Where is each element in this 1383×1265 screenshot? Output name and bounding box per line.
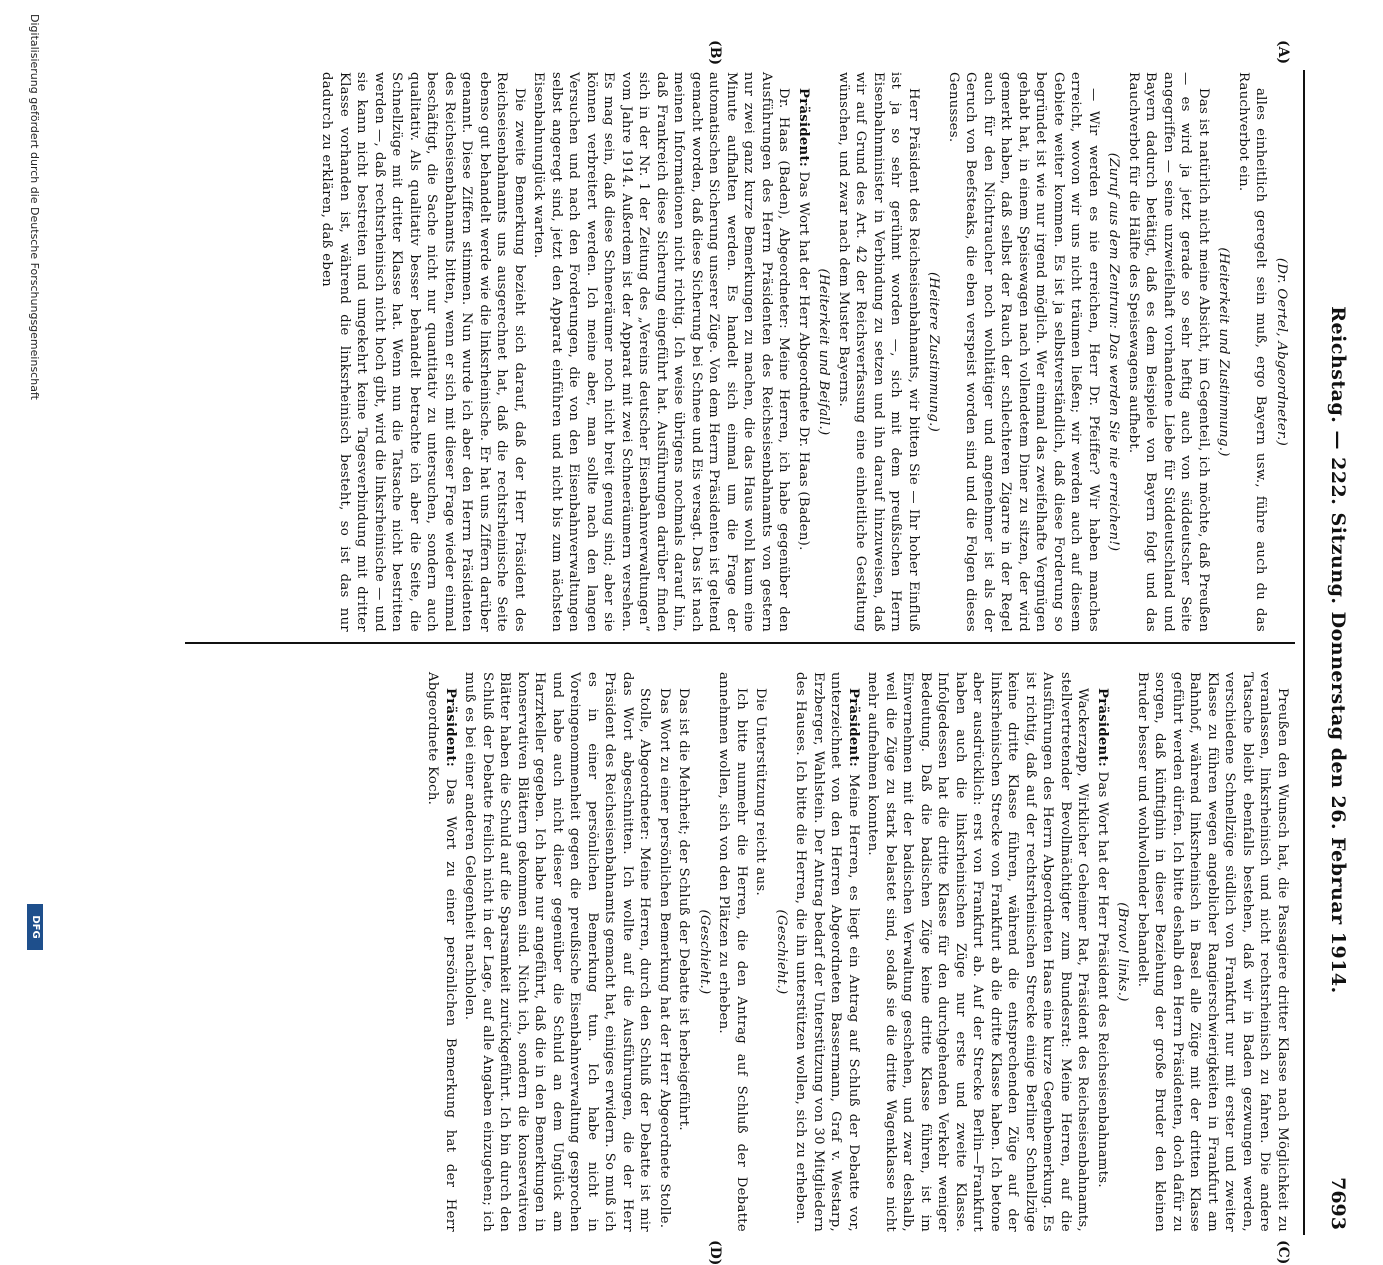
- speaker-paragraph: [424, 672, 459, 1232]
- speech-text: Meine Herren, es liegt ein Antrag auf Schluß der Debatte vor, unterzeichnet von den Herren Abgeordneten Bassermann, Graf v. Westarp, Erzberger, Wahlstein. Der Antrag bedarf der Unterstützung von 30 Mitgliedern des Hauses. Ich bitte die Herren, die ihn unterstützen wollen, sich zu erheben.: [793, 672, 861, 1232]
- funding-notice: Digitalisierung gefördert durch die Deutsche Forschungsgemeinschaft: [28, 14, 41, 400]
- text-paragraph: Die Unterstützung reicht aus.: [753, 688, 769, 896]
- running-head: [1313, 70, 1353, 1230]
- text-paragraph: Preußen den Wunsch hat, die Passagiere dritter Klasse nach Möglichkeit zu veranlassen, linksrheinisch und nicht rechtsrheinisch zu fahren. Die andere Tatsache bleibt ebenfalls bestehen, daß wir in Baden gezwungen werden, verschiedene Schnellzüge südlich von Frankfurt nur mit erster und zweiter Klasse zu führen wegen angeblicher Rangierschwierigkeiten in Frankfurt am Bahnhof, während linksrheinisch in Basel alle Züge mit der dritten Klasse geführt werden dürfen. Ich bitte deshalb den Herrn Präsidenten, doch dafür zu sorgen, daß künftighin in dieser Beziehung der große Bruder den kleinen Bruder besser und wohlwollender behandelt.: [1135, 672, 1290, 1232]
- stage-direction: (Geschieht.): [697, 909, 712, 995]
- text-paragraph: Das ist die Mehrheit; der Schluß der Debatte ist herbeigeführt.: [676, 688, 692, 1131]
- text-paragraph: alles einheitlich geregelt sein muß, ergo Bayern usw., führe auch du das Rauchverbot ein.: [1236, 72, 1269, 632]
- stage-direction: (Heitere Zustimmung.): [926, 271, 942, 433]
- margin-letter-d: (D): [707, 1240, 723, 1265]
- text-paragraph: Die zweite Bemerkung bezieht sich darauf, daß der Herr Präsident des Reichseisenbahnamts uns ausgerechnet hat, daß die rechtsrheinische Seite ebenso gut behandelt werde wie die linksrheinische. Er hat uns Ziffern darüber genannt. Diese Ziffern stimmen. Nun wurde ich aber den Herrn Präsidenten des Reichseisenbahnamts bitten, wenn er sich mit dieser Frage wieder einmal beschäftigt, die Sache nicht nur quantitativ zu untersuchen, sondern auch qualitativ. Als qualitativ besser behandelt betrachte ich aber die Seite, die Schnellzüge mit dritter Klasse hat. Wenn nun die Tatsache nicht bestritten werden —, daß rechtsrheinisch nicht hoch gibt, wird die linksrheinische — und sie kann nicht bestreiten und umgekehrt keine Tagesverbindung mit dritter Klasse vorhanden ist, während die linksrheinisch besteht, so ist das nur dadurch zu erklären, daß eben: [319, 72, 527, 632]
- speaker-paragraph: [795, 72, 813, 632]
- page-number: 7693: [1327, 1177, 1349, 1230]
- stage-direction: (Heiterkeit und Zustimmung.): [1216, 247, 1232, 457]
- text-paragraph: Ich bitte nunmehr die Herren, die den Antrag auf Schluß der Debatte annehmen wollen, sich von den Plätzen zu erheben.: [716, 672, 749, 1232]
- speaker-name: Präsident:: [846, 688, 861, 768]
- column-divider: [185, 642, 1295, 644]
- stage-direction: (Heiterkeit und Beifall.): [816, 268, 832, 436]
- speech-text: Das Wort zu einer persönlichen Bemerkung hat der Herr Abgeordnete Koch.: [425, 672, 458, 1232]
- text-paragraph: Herr Präsident des Reichseisenbahnamts, wir bitten Sie — Ihr hoher Einfluß ist ja so sehr gerühmt worden —, sich mit dem preußischen Herrn Eisenbahnminister in Verbindung zu setzen und ihn darauf hinzuweisen, daß wir auf Grund des Art. 42 der Reichsverfassung eine einheitliche Gestaltung wünschen, und zwar nach dem Muster Bayerns.: [836, 72, 921, 632]
- margin-letter-a: (A): [1275, 40, 1291, 65]
- speaker-name: Präsident:: [796, 88, 811, 168]
- text-paragraph: Wackerzapp, Wirklicher Geheimer Rat, Präsident des Reichseisenbahnamts, stellvertretender Bevollmächtigter zum Bundesrat: Meine Herren, auf die Ausführungen des Herrn Abgeordneten Haas eine kurze Gegenbemerkung. Es ist richtig, daß auf der rechtsrheinischen Strecke einige Berliner Schnellzüge keine dritte Klasse führen, während die entsprechenden Züge auf der linksrheinischen Strecke von Frankfurt ab die dritte Klasse haben. Ich betone aber ausdrücklich: erst von Frankfurt ab. Auf der Strecke Berlin—Frankfurt haben auch die linksrheinischen Züge nur erste und zweite Klasse. Infolgedessen hat die dritte Klasse für den durchgehenden Verkehr weniger Bedeutung. Daß die badischen Züge keine dritte Klasse führen, ist im Einvernehmen mit der badischen Verwaltung geschehen, und zwar deshalb, weil die Züge zu stark belastet sind, sodaß sie die dritte Wagenklasse nicht mehr aufnehmen konnten.: [865, 672, 1091, 1232]
- right-text-column: [422, 672, 1291, 1232]
- speaker-paragraph: [792, 672, 862, 1232]
- text-paragraph: Das ist natürlich nicht meine Absicht, im Gegenteil, ich möchte, daß Preußen — es wird ja jetzt gerade so sehr heftig auch von süddeutscher Seite angegriffen — seine unzweifelhaft vorhandene Liebe für Süddeutschland und Bayern dadurch betätigt, daß es dem Beispiele von Bayern folgt und das Rauchverbot für die Hälfte des Speisewagens aufhebt.: [1126, 72, 1211, 632]
- page-title: Reichstag. — 222. Sitzung. Donnerstag den 26. Februar 1914.: [1327, 306, 1349, 994]
- text-paragraph: Das Wort zu einer persönlichen Bemerkung hat der Herr Abgeordnete Stolle.: [657, 688, 672, 1229]
- digitization-note: [9, 0, 53, 1000]
- speaker-paragraph: [1094, 672, 1112, 1232]
- stage-direction: (Zuruf aus dem Zentrum: Das werden Sie nie erreichen!): [1106, 152, 1122, 552]
- left-text-column: [316, 72, 1291, 632]
- text-paragraph: Stolle, Abgeordneter: Meine Herren, durch den Schluß der Debatte ist mir das Wort abgeschnitten. Ich wollte auf die Ausführungen, die der Herr Präsident des Reichseisenbahnamts gemacht hat, einiges erwidern. So muß ich es in einer persönlichen Bemerkung tun. Ich habe nicht in Voreingenommenheit gegen die preußische Eisenbahnverwaltung gesprochen und habe auch nicht dieser gegenüber die Schuld an dem Unglück am Harzrkeller gegeben. Ich habe nur angeführt, daß die in den Bemerkungen in konservativen Blättern gekommen sind. Nicht ich, sondern die konservativen Blätter haben die Schuld auf die Sparsamkeit zurückgeführt. Ich bin durch den Schluß der Debatte freilich nicht in der Lage, auf alle Angaben einzugehen; ich muß es bei einer anderen Gelegenheit nachholen.: [462, 672, 653, 1232]
- stage-direction: (Bravo! links.): [1115, 902, 1131, 1002]
- text-paragraph: — Wir werden es nie erreichen, Herr Dr. Pfeiffer? Wir haben manches erreicht, wovon wir uns nicht träumen ließen; wir werden auch auf diesem Gebiete weiter kommen. Es ist ja selbstverständlich, daß diese Forderung so begründet ist wie nur irgend möglich. Wer einmal das zweifelhafte Vergnügen gehabt hat, in einem Speisewagen nach vollendetem Diner zu sitzen, der wird gemerkt haben, daß selbst der Rauch der schlechteren Zigarre in der Regel auch für den Nichtraucher noch wohltätiger und angenehmer ist als der Geruch von Beefsteaks, die eben verspeist worden sind und die Folgen dieses Genusses.: [946, 72, 1101, 632]
- dfg-logo-icon: DFG: [27, 904, 43, 950]
- speaker-name: Präsident:: [443, 688, 458, 768]
- stage-direction: (Dr. Oertel, Abgeordneter.): [1274, 257, 1289, 447]
- header-rule: [1303, 70, 1305, 1235]
- speech-text: Das Wort hat der Herr Präsident des Reichseisenbahnamts.: [1095, 771, 1110, 1188]
- stage-direction: (Geschieht.): [774, 909, 789, 995]
- speaker-name: Präsident:: [1095, 688, 1110, 768]
- margin-letter-c: (C): [1275, 1240, 1291, 1265]
- margin-letter-b: (B): [707, 40, 723, 66]
- text-paragraph: Dr. Haas (Baden), Abgeordneter: Meine Herren, ich habe gegenüber den Ausführungen des Herrn Präsidenten des Reichseisenbahnamts von gestern nur zwei ganz kurze Bemerkungen zu machen, die das Haus wohl kaum eine Minute aufhalten werden. Es handelt sich einmal um die Frage der automatischen Sicherung unserer Züge. Von dem Herrn Präsidenten ist geltend gemacht worden, daß diese Sicherung bei Schnee und Eis versagt. Das ist nach meinen Informationen nicht richtig. Ich weise übrigens nochmals darauf hin, daß Frankreich diese Sicherung eingeführt hat. Ausführungen darüber finden sich in der Nr. 1 der Zeitung des „Vereins deutscher Eisenbahnverwaltungen“ vom Jahre 1914. Außerdem ist der Apparat mit zwei Schneeräumern versehen. Es mag sein, daß diese Schneeräumer noch nicht breit genug sind; aber sie können verbreitert werden. Ich meine aber, man sollte nach den langen Versuchen und nach den Forderungen, die von den Eisenbahnverwaltungen selbst angeregt sind, jetzt den Apparat einführen und nicht bis zum nächsten Eisenbahnunglück warten.: [531, 72, 792, 632]
- speech-text: Das Wort hat der Herr Abgeordnete Dr. Haas (Baden).: [796, 171, 811, 551]
